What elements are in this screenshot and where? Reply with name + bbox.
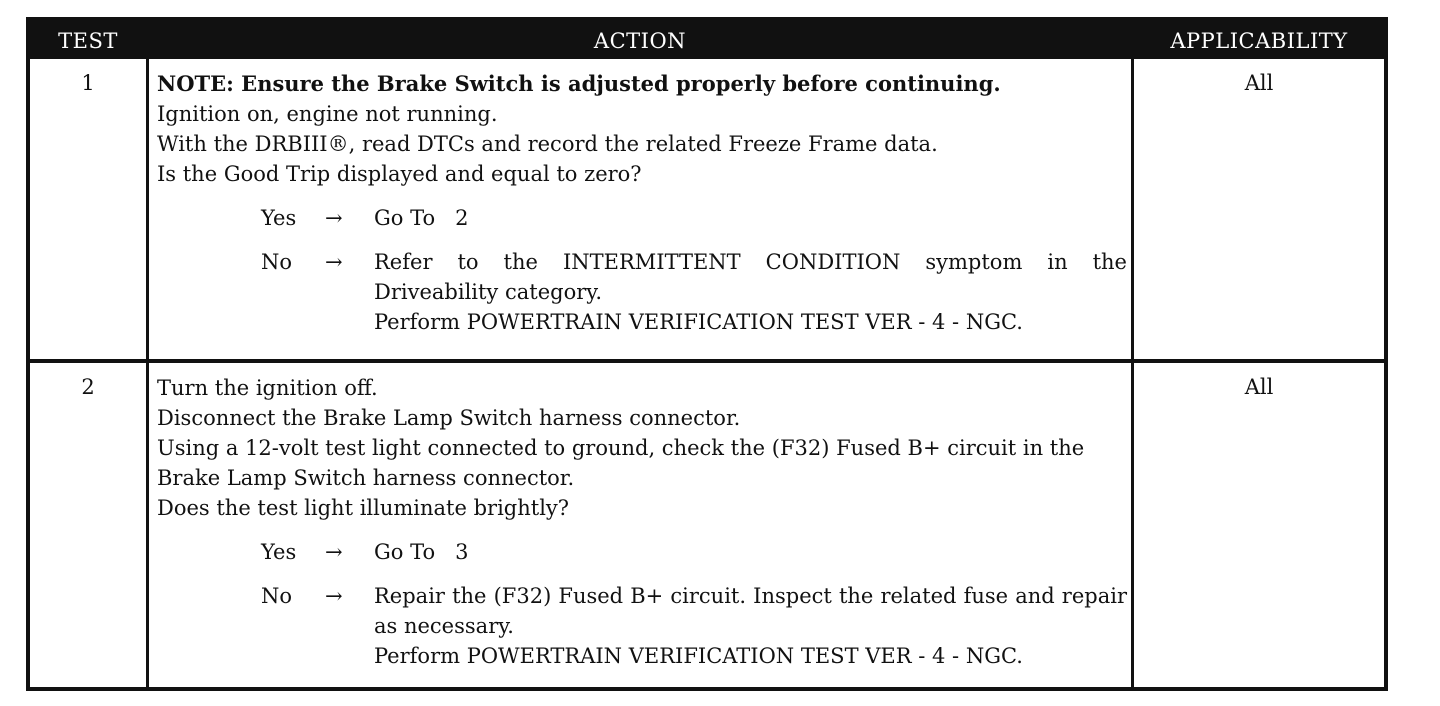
header-test: TEST xyxy=(58,29,118,53)
verification-text: Perform POWERTRAIN VERIFICATION TEST VER - 4 - NGC. xyxy=(374,644,1023,668)
arrow-icon: → xyxy=(325,540,343,564)
no-label: No xyxy=(261,584,293,608)
applicability-value: All xyxy=(1244,71,1274,95)
action-cell xyxy=(157,69,1127,337)
no-label: No xyxy=(261,250,293,274)
no-result xyxy=(374,247,1127,337)
yes-option xyxy=(157,537,1127,567)
test-number: 2 xyxy=(81,375,95,399)
table-header xyxy=(30,21,1384,59)
yes-result: Go To 3 xyxy=(374,540,469,564)
diagnostic-test-table xyxy=(26,17,1388,691)
note-text: NOTE: Ensure the Brake Switch is adjusted properly before continuing. xyxy=(157,71,1001,96)
step-text: Does the test light illuminate brightly? xyxy=(157,496,570,520)
header-applicability: APPLICABILITY xyxy=(1170,29,1348,53)
step-text: Using a 12-volt test light connected to ground, check the (F32) Fused B+ circuit in the Brake Lamp Switch harness connector. xyxy=(157,436,1085,490)
step-text: Ignition on, engine not running. xyxy=(157,102,498,126)
arrow-icon: → xyxy=(325,584,343,608)
no-result xyxy=(374,581,1127,671)
no-option xyxy=(157,247,1127,337)
test-number: 1 xyxy=(81,71,95,95)
yes-result: Go To 2 xyxy=(374,206,469,230)
yes-label: Yes xyxy=(261,206,297,230)
step-text: With the DRBIII®, read DTCs and record the related Freeze Frame data. xyxy=(157,132,938,156)
arrow-icon: → xyxy=(325,250,343,274)
action-cell xyxy=(157,373,1127,671)
no-result-text: Repair the (F32) Fused B+ circuit. Inspect the related fuse and repair as necessary. xyxy=(374,584,1127,638)
step-text: Is the Good Trip displayed and equal to zero? xyxy=(157,162,642,186)
table-row xyxy=(30,59,1384,359)
step-text: Turn the ignition off. xyxy=(157,376,378,400)
no-option xyxy=(157,581,1127,671)
yes-option xyxy=(157,203,1127,233)
yes-label: Yes xyxy=(261,540,297,564)
header-action: ACTION xyxy=(593,29,687,53)
applicability-value: All xyxy=(1244,375,1274,399)
step-text: Disconnect the Brake Lamp Switch harness connector. xyxy=(157,406,741,430)
arrow-icon: → xyxy=(325,206,343,230)
table-row xyxy=(30,363,1384,691)
verification-text: Perform POWERTRAIN VERIFICATION TEST VER - 4 - NGC. xyxy=(374,310,1023,334)
no-result-text: Refer to the INTERMITTENT CONDITION symptom in the Driveability category. xyxy=(374,250,1127,304)
